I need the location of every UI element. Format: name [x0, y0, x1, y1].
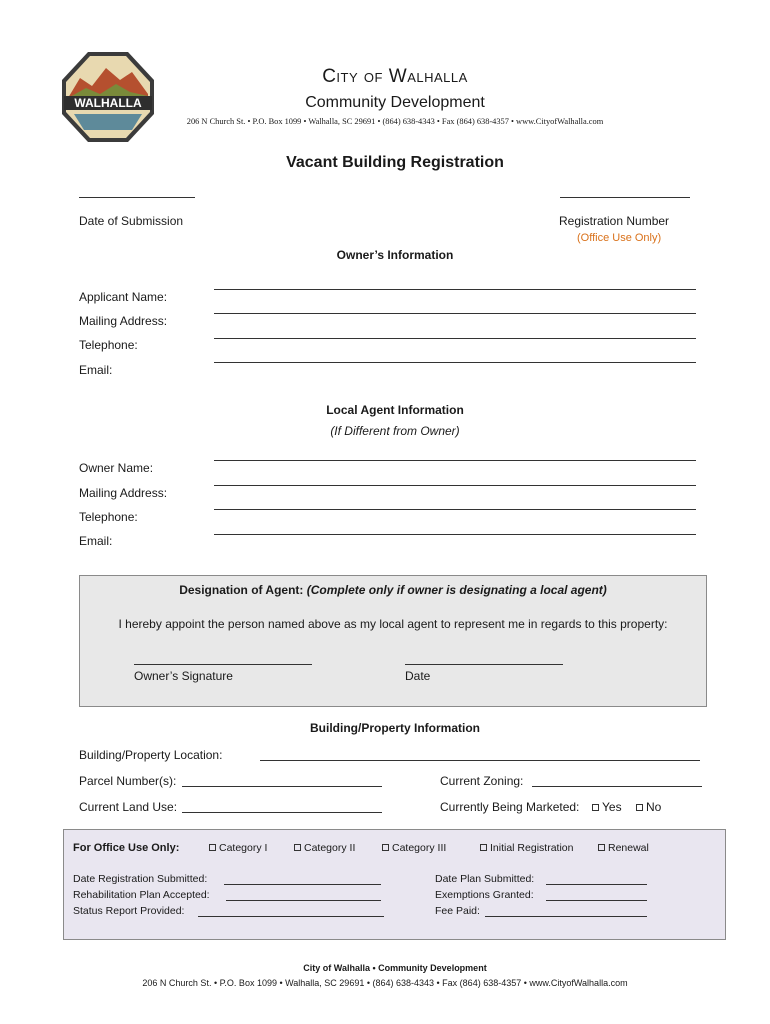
designation-heading-bold: Designation of Agent: [179, 583, 304, 597]
agent-owner-name-label: Owner Name: [79, 461, 154, 475]
rehabilitation-plan-accepted-label: Rehabilitation Plan Accepted: [73, 889, 210, 901]
footer-department: Community Development [378, 963, 487, 973]
agent-owner-name-input[interactable] [214, 460, 696, 461]
footer-title [200, 963, 590, 973]
city-name: City of Walhalla [322, 66, 468, 87]
owner-email-label: Email: [79, 363, 113, 377]
rehabilitation-plan-accepted-input[interactable] [226, 900, 381, 901]
owner-info-heading: Owner’s Information [336, 248, 454, 262]
page-title: Vacant Building Registration [286, 154, 504, 171]
date-of-submission-label: Date of Submission [79, 214, 184, 228]
header-address: 206 N Church St. • P.O. Box 1099 • Walhalla, SC 29691 • (864) 638-4343 • Fax (864) 638-4357 • www.CityofWalhalla.com [186, 117, 604, 126]
renewal-checkbox[interactable] [598, 844, 605, 851]
agent-email-input[interactable] [214, 534, 696, 535]
designation-date-label: Date [405, 669, 431, 683]
owner-email-input[interactable] [214, 362, 696, 363]
fee-paid-input[interactable] [485, 916, 647, 917]
initial-registration-label: Initial Registration [490, 842, 574, 854]
footer-address: 206 N Church St. • P.O. Box 1099 • Walhalla, SC 29691 • (864) 638-4343 • Fax (864) 638-4357 • www.CityofWalhalla.com [142, 978, 628, 988]
marketed-yes-option[interactable] [592, 800, 622, 814]
initial-registration-checkbox[interactable] [480, 844, 487, 851]
owner-applicant-name-input[interactable] [214, 289, 696, 290]
building-location-label: Building/Property Location: [79, 748, 223, 762]
building-info-heading: Building/Property Information [310, 721, 480, 735]
registration-number-label: Registration Number [559, 214, 670, 228]
current-land-use-input[interactable] [182, 812, 382, 813]
exemptions-granted-input[interactable] [546, 900, 647, 901]
registration-number-line[interactable] [560, 197, 690, 198]
owner-applicant-name-label: Applicant Name: [79, 290, 168, 304]
date-plan-submitted-input[interactable] [546, 884, 647, 885]
owner-signature-line[interactable] [134, 664, 312, 665]
category-1-option[interactable] [209, 842, 267, 854]
date-of-submission-line[interactable] [79, 197, 195, 198]
date-plan-submitted-label: Date Plan Submitted: [435, 873, 535, 885]
footer-city: City of Walhalla [303, 963, 370, 973]
yes-checkbox[interactable] [592, 804, 599, 811]
agent-telephone-input[interactable] [214, 509, 696, 510]
category-3-label: Category III [392, 842, 447, 854]
agent-info-note: (If Different from Owner) [330, 424, 460, 438]
no-checkbox[interactable] [636, 804, 643, 811]
owner-telephone-label: Telephone: [79, 338, 138, 352]
footer-separator: • [372, 963, 376, 973]
category-2-label: Category II [304, 842, 356, 854]
exemptions-granted-label: Exemptions Granted: [435, 889, 534, 901]
marketed-no-option[interactable] [636, 800, 661, 814]
agent-telephone-label: Telephone: [79, 510, 138, 524]
no-label: No [646, 800, 662, 814]
office-use-heading: For Office Use Only: [73, 842, 180, 854]
designation-heading-italic: (Complete only if owner is designating a local agent) [306, 583, 607, 597]
category-2-checkbox[interactable] [294, 844, 301, 851]
yes-label: Yes [602, 800, 622, 814]
status-report-provided-input[interactable] [198, 916, 384, 917]
agent-mailing-address-input[interactable] [214, 485, 696, 486]
date-registration-submitted-label: Date Registration Submitted: [73, 873, 208, 885]
designation-statement: I hereby appoint the person named above as my local agent to represent me in regards to this property: [118, 617, 668, 631]
current-zoning-input[interactable] [532, 786, 702, 787]
agent-mailing-address-label: Mailing Address: [79, 486, 168, 500]
owner-telephone-input[interactable] [214, 338, 696, 339]
department-name: Community Development [305, 94, 485, 111]
owner-mailing-address-input[interactable] [214, 313, 696, 314]
current-zoning-label: Current Zoning: [440, 774, 524, 788]
building-location-input[interactable] [260, 760, 700, 761]
category-1-label: Category I [219, 842, 268, 854]
date-registration-submitted-input[interactable] [224, 884, 381, 885]
agent-info-heading: Local Agent Information [326, 403, 464, 417]
status-report-provided-label: Status Report Provided: [73, 905, 185, 917]
logo-wordmark: WALHALLA [74, 96, 142, 110]
category-3-option[interactable] [382, 842, 446, 854]
renewal-label: Renewal [608, 842, 649, 854]
renewal-option[interactable] [598, 842, 649, 854]
currently-marketed-label: Currently Being Marketed: [440, 800, 580, 814]
owner-signature-label: Owner’s Signature [134, 669, 233, 683]
owner-mailing-address-label: Mailing Address: [79, 314, 168, 328]
category-2-option[interactable] [294, 842, 355, 854]
designation-date-line[interactable] [405, 664, 563, 665]
fee-paid-label: Fee Paid: [435, 905, 480, 917]
current-land-use-label: Current Land Use: [79, 800, 178, 814]
category-3-checkbox[interactable] [382, 844, 389, 851]
parcel-number-label: Parcel Number(s): [79, 774, 177, 788]
category-1-checkbox[interactable] [209, 844, 216, 851]
office-use-only-note: (Office Use Only) [577, 232, 662, 244]
designation-heading [79, 583, 707, 597]
initial-registration-option[interactable] [480, 842, 573, 854]
parcel-number-input[interactable] [182, 786, 382, 787]
agent-email-label: Email: [79, 534, 113, 548]
walhalla-logo [60, 50, 156, 144]
